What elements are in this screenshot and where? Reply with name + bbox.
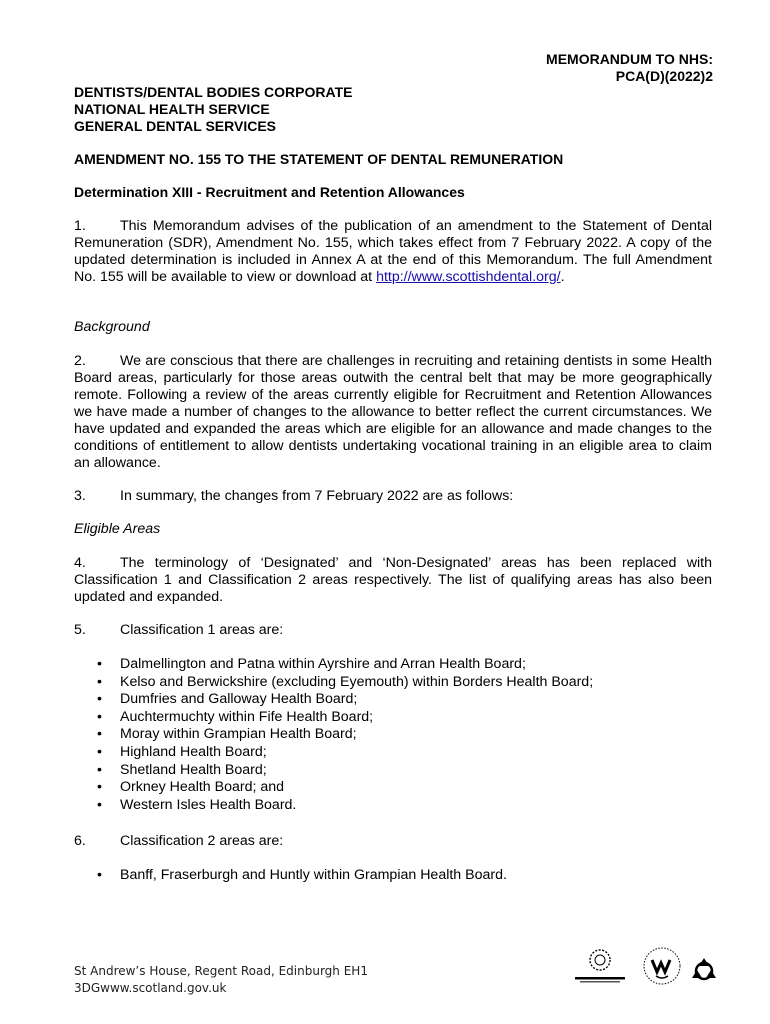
- paragraph-5: [74, 622, 712, 639]
- addressee-line: GENERAL DENTAL SERVICES: [74, 118, 277, 134]
- list-item: • Western Isles Health Board.: [97, 797, 593, 815]
- addressee-block: [74, 84, 352, 135]
- paragraph-text: Classification 1 areas are:: [120, 622, 284, 638]
- paragraph-end: .: [560, 269, 565, 285]
- list-item: • Orkney Health Board; and: [97, 779, 593, 797]
- paragraph-text: The terminology of ‘Designated’ and ‘Non-Designated’ areas has been replaced with Classification 1 and Classification 2 areas respectively. The list of qualifying areas has also been updated and expanded.: [74, 555, 712, 605]
- determination-heading: Determination XIII - Recruitment and Retention Allowances: [74, 184, 465, 200]
- list-item: • Shetland Health Board;: [97, 762, 593, 780]
- logos-graphic: [572, 944, 722, 1004]
- classification-2-list: [97, 867, 507, 885]
- addressee-line: DENTISTS/DENTAL BODIES CORPORATE: [74, 84, 353, 100]
- paragraph-number: 5.: [74, 622, 86, 638]
- investor-in-people-logo: [575, 950, 625, 983]
- memo-reference: [546, 51, 713, 85]
- paragraph-number: 1.: [74, 218, 86, 234]
- list-item: • Dumfries and Galloway Health Board;: [97, 691, 593, 709]
- footer-address: [74, 963, 368, 997]
- paragraph-number: 6.: [74, 833, 86, 849]
- memo-line-1: MEMORANDUM TO NHS:: [546, 51, 713, 67]
- eligible-areas-heading: Eligible Areas: [74, 521, 161, 537]
- paragraph-number: 2.: [74, 353, 86, 369]
- paragraph-text: This Memorandum advises of the publication of an amendment to the Statement of Dental Remuneration (SDR), Amendment No. 155, which takes effect from 7 February 2022. A copy of the updated determination is included in Annex A at the end of this Memorandum. The full Amendment No. 155 will be available to view or download at: [74, 218, 712, 285]
- paragraph-4: [74, 555, 712, 606]
- positive-about-disabled-people-logo: [644, 948, 680, 984]
- footer-line-1: St Andrew’s House, Regent Road, Edinburgh EH1: [74, 964, 368, 978]
- list-item: • Kelso and Berwickshire (excluding Eyemouth) within Borders Health Board;: [97, 674, 593, 692]
- list-item: • Auchtermuchty within Fife Health Board;: [97, 709, 593, 727]
- paragraph-1: [74, 218, 712, 286]
- paragraph-number: 4.: [74, 555, 86, 571]
- addressee-line: NATIONAL HEALTH SERVICE: [74, 101, 270, 117]
- footer-line-2: 3DGwww.scotland.gov.uk: [74, 981, 227, 995]
- paragraph-2: [74, 353, 712, 472]
- scottishdental-link[interactable]: http://www.scottishdental.org/: [376, 269, 561, 285]
- memo-line-2: PCA(D)(2022)2: [615, 68, 713, 84]
- list-item: • Dalmellington and Patna within Ayrshire and Arran Health Board;: [97, 656, 593, 674]
- paragraph-number: 3.: [74, 488, 86, 504]
- background-heading: Background: [74, 319, 150, 335]
- paragraph-6: [74, 833, 712, 850]
- paragraph-text: In summary, the changes from 7 February 2022 are as follows:: [120, 488, 514, 504]
- paragraph-3: [74, 488, 712, 505]
- list-item: • Moray within Grampian Health Board;: [97, 726, 593, 744]
- paragraph-text: We are conscious that there are challenges in recruiting and retaining dentists in some Health Board areas, particularly for those areas outwith the central belt that may be more geographically remote. Following a review of the areas currently eligible for Recruitment and Retention Allowances we have made a number of changes to the allowance to better reflect the current circumstances. We have updated and expanded the areas which are eligible for an allowance and made changes to the conditions of entitlement to allow dentists undertaking vocational training in an eligible area to claim an allowance.: [74, 353, 712, 471]
- classification-1-list: [97, 656, 593, 814]
- recycle-icon: [692, 958, 716, 979]
- footer-logos: [572, 944, 722, 1004]
- document-title: AMENDMENT NO. 155 TO THE STATEMENT OF DENTAL REMUNERATION: [74, 151, 564, 167]
- list-item: • Banff, Fraserburgh and Huntly within Grampian Health Board.: [97, 867, 507, 885]
- list-item: • Highland Health Board;: [97, 744, 593, 762]
- paragraph-text: Classification 2 areas are:: [120, 833, 284, 849]
